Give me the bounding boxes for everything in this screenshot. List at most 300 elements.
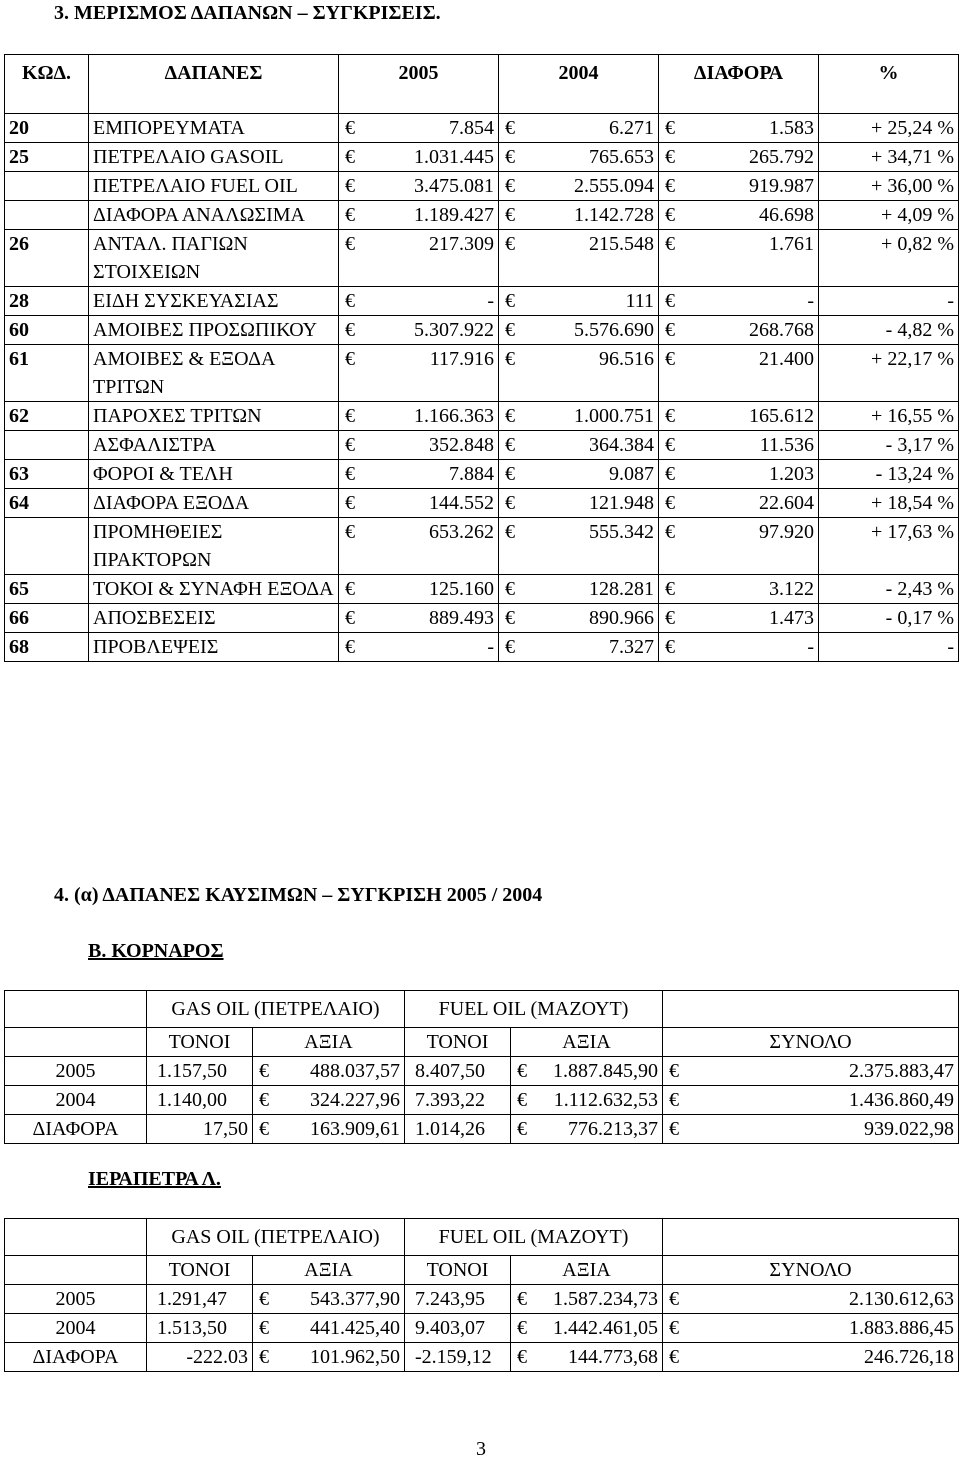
header-name: ΔΑΠΑΝΕΣ [89,55,339,114]
euro-sign: € [345,578,355,600]
expense-2004 [499,518,659,575]
fuel-location-ierapetra: ΙΕΡΑΠΕΤΡΑ Λ. [88,1168,221,1190]
euro-sign: € [517,1118,527,1140]
euro-sign: € [665,117,675,139]
expense-row [5,316,959,345]
euro-sign: € [505,146,515,168]
amount-value: 11.536 [759,434,814,456]
amount-value: 7.854 [449,117,494,139]
expense-diff [659,431,819,460]
euro-sign: € [259,1089,269,1111]
expense-2004 [499,489,659,518]
expense-row [5,143,959,172]
euro-sign: € [665,348,675,370]
fuel-table-kornaros [4,990,959,1144]
expense-row [5,633,959,662]
amount-value: - [807,290,814,312]
expense-pct: + 36,00 % [819,172,959,201]
gas-tons: -222.03 [147,1343,253,1372]
amount-value: - [487,636,494,658]
fuel-value [511,1086,663,1115]
amount-value: 1.166.363 [414,405,494,427]
amount-value: 889.493 [429,607,494,629]
amount-value: 1.883.886,45 [849,1317,954,1339]
col-gas-tons: ΤΟΝΟΙ [147,1028,253,1057]
amount-value: 6.271 [609,117,654,139]
amount-value: 9.087 [609,463,654,485]
euro-sign: € [505,607,515,629]
amount-value: 128.281 [589,578,654,600]
gas-tons: 1.157,50 [147,1057,253,1086]
euro-sign: € [669,1346,679,1368]
expense-pct: + 22,17 % [819,345,959,402]
expense-name: ΠΕΤΡΕΛΑΙΟ GASOIL [89,143,339,172]
expense-name: ΠΕΤΡΕΛΑΙΟ FUEL OIL [89,172,339,201]
expense-pct: + 4,09 % [819,201,959,230]
expense-code: 61 [5,345,89,402]
euro-sign: € [345,290,355,312]
euro-sign: € [345,521,355,543]
gas-value [253,1057,405,1086]
euro-sign: € [665,146,675,168]
amount-value: 765.653 [589,146,654,168]
expense-2005 [339,201,499,230]
euro-sign: € [665,463,675,485]
header-diff: ΔΙΑΦΟΡΑ [659,55,819,114]
euro-sign: € [345,175,355,197]
header-2004: 2004 [499,55,659,114]
expense-name: ΑΣΦΑΛΙΣΤΡΑ [89,431,339,460]
euro-sign: € [345,146,355,168]
expense-code: 66 [5,604,89,633]
amount-value: 125.160 [429,578,494,600]
expense-code [5,201,89,230]
expense-2005 [339,114,499,143]
expense-2004 [499,172,659,201]
gas-value [253,1086,405,1115]
fuel-tons: 7.393,22 [405,1086,511,1115]
expense-2004 [499,143,659,172]
expense-2005 [339,230,499,287]
amount-value: 96.516 [599,348,654,370]
gas-tons: 1.513,50 [147,1314,253,1343]
euro-sign: € [665,492,675,514]
fuel-tons: 8.407,50 [405,1057,511,1086]
expense-2005 [339,431,499,460]
expense-pct: - 3,17 % [819,431,959,460]
amount-value: 1.000.751 [574,405,654,427]
group-fuel-oil: FUEL OIL (ΜΑΖΟΥΤ) [405,991,663,1028]
amount-value: 2.555.094 [574,175,654,197]
euro-sign: € [665,636,675,658]
expense-name: ΕΜΠΟΡΕΥΜΑΤΑ [89,114,339,143]
amount-value: 1.473 [769,607,814,629]
expense-diff [659,114,819,143]
header-2005: 2005 [339,55,499,114]
amount-value: 1.031.445 [414,146,494,168]
empty-cell [5,991,147,1028]
euro-sign: € [345,233,355,255]
fuel-row [5,1057,959,1086]
col-fuel-value: ΑΞΙΑ [511,1028,663,1057]
expense-code: 62 [5,402,89,431]
fuel-row [5,1314,959,1343]
euro-sign: € [505,348,515,370]
amount-value: 117.916 [429,348,494,370]
expense-name: ΑΠΟΣΒΕΣΕΙΣ [89,604,339,633]
expense-code: 60 [5,316,89,345]
gas-tons: 17,50 [147,1115,253,1144]
expense-diff [659,633,819,662]
euro-sign: € [665,521,675,543]
col-fuel-tons: ΤΟΝΟΙ [405,1028,511,1057]
expense-2004 [499,633,659,662]
euro-sign: € [505,204,515,226]
amount-value: 111 [625,290,654,312]
amount-value: 364.384 [589,434,654,456]
expense-name: ΤΟΚΟΙ & ΣΥΝΑΦΗ ΕΞΟΔΑ [89,575,339,604]
fuel-column-header-row [5,1256,959,1285]
expense-row [5,287,959,316]
expense-pct: + 0,82 % [819,230,959,287]
fuel-value [511,1314,663,1343]
expense-row [5,201,959,230]
expense-2005 [339,575,499,604]
fuel-row [5,1115,959,1144]
fuel-tons: -2.159,12 [405,1343,511,1372]
expense-row [5,230,959,287]
amount-value: 121.948 [589,492,654,514]
expense-2005 [339,287,499,316]
expense-2004 [499,114,659,143]
euro-sign: € [505,290,515,312]
amount-value: 1.761 [769,233,814,255]
expense-2005 [339,172,499,201]
expense-diff [659,460,819,489]
expense-diff [659,230,819,287]
euro-sign: € [345,434,355,456]
amount-value: 215.548 [589,233,654,255]
amount-value: 1.142.728 [574,204,654,226]
amount-value: 890.966 [589,607,654,629]
expense-row [5,575,959,604]
expense-diff [659,575,819,604]
euro-sign: € [345,405,355,427]
euro-sign: € [517,1060,527,1082]
fuel-row [5,1086,959,1115]
euro-sign: € [669,1317,679,1339]
amount-value: 5.307.922 [414,319,494,341]
amount-value: 352.848 [429,434,494,456]
euro-sign: € [665,290,675,312]
total-value [663,1285,959,1314]
amount-value: 1.587.234,73 [553,1288,658,1310]
euro-sign: € [517,1317,527,1339]
expenses-header-row [5,55,959,114]
fuel-value [511,1057,663,1086]
gas-value [253,1285,405,1314]
fuel-row-label: 2005 [5,1057,147,1086]
amount-value: 3.122 [769,578,814,600]
euro-sign: € [345,117,355,139]
total-value [663,1343,959,1372]
amount-value: 22.604 [759,492,814,514]
euro-sign: € [665,233,675,255]
total-value [663,1057,959,1086]
amount-value: 919.987 [749,175,814,197]
empty-cell [663,991,959,1028]
fuel-row-label: 2004 [5,1086,147,1115]
expense-pct: + 18,54 % [819,489,959,518]
expense-2004 [499,431,659,460]
amount-value: - [807,636,814,658]
expense-diff [659,287,819,316]
fuel-value [511,1343,663,1372]
amount-value: 46.698 [759,204,814,226]
expense-name: ΔΙΑΦΟΡΑ ΕΞΟΔΑ [89,489,339,518]
fuel-row-label: ΔΙΑΦΟΡΑ [5,1115,147,1144]
gas-tons: 1.291,47 [147,1285,253,1314]
amount-value: 7.884 [449,463,494,485]
total-value [663,1314,959,1343]
euro-sign: € [259,1060,269,1082]
section4-title-text: 4. (α) ΔΑΠΑΝΕΣ ΚΑΥΣΙΜΩΝ – ΣΥΓΚΡΙΣΗ 2005 / 2004 [54,884,543,906]
euro-sign: € [517,1089,527,1111]
expense-code [5,518,89,575]
fuel-value [511,1115,663,1144]
expense-diff [659,345,819,402]
expense-name: ΑΝΤΑΛ. ΠΑΓΙΩΝ ΣΤΟΙΧΕΙΩΝ [89,230,339,287]
euro-sign: € [345,607,355,629]
amount-value: 2.130.612,63 [849,1288,954,1310]
expense-diff [659,316,819,345]
group-gas-oil: GAS OIL (ΠΕΤΡΕΛΑΙΟ) [147,1219,405,1256]
amount-value: 488.037,57 [310,1060,400,1082]
expense-code: 64 [5,489,89,518]
euro-sign: € [505,175,515,197]
expense-row [5,460,959,489]
amount-value: 1.189.427 [414,204,494,226]
empty-cell [663,1219,959,1256]
expense-2004 [499,201,659,230]
expense-code [5,172,89,201]
expense-row [5,489,959,518]
expense-diff [659,143,819,172]
expense-diff [659,518,819,575]
expense-pct: + 34,71 % [819,143,959,172]
euro-sign: € [259,1118,269,1140]
euro-sign: € [665,175,675,197]
expense-row [5,114,959,143]
expense-code [5,431,89,460]
amount-value: 5.576.690 [574,319,654,341]
euro-sign: € [505,492,515,514]
expense-diff [659,402,819,431]
euro-sign: € [665,319,675,341]
expense-2005 [339,402,499,431]
euro-sign: € [345,463,355,485]
amount-value: 543.377,90 [310,1288,400,1310]
euro-sign: € [505,521,515,543]
euro-sign: € [669,1288,679,1310]
fuel-column-header-row [5,1028,959,1057]
expense-2005 [339,316,499,345]
amount-value: 324.227,96 [310,1089,400,1111]
expense-2004 [499,604,659,633]
empty-cell [5,1219,147,1256]
expense-pct: - 13,24 % [819,460,959,489]
amount-value: 97.920 [759,521,814,543]
euro-sign: € [669,1089,679,1111]
euro-sign: € [665,607,675,629]
group-fuel-oil: FUEL OIL (ΜΑΖΟΥΤ) [405,1219,663,1256]
amount-value: 101.962,50 [310,1346,400,1368]
euro-sign: € [345,348,355,370]
expense-2004 [499,316,659,345]
fuel-group-header-row [5,1219,959,1256]
expense-2004 [499,230,659,287]
fuel-table-ierapetra [4,1218,959,1372]
euro-sign: € [345,204,355,226]
amount-value: 653.262 [429,521,494,543]
expense-name: ΔΙΑΦΟΡΑ ΑΝΑΛΩΣΙΜΑ [89,201,339,230]
expenses-table [4,54,959,662]
euro-sign: € [669,1060,679,1082]
expense-row [5,172,959,201]
euro-sign: € [665,204,675,226]
expense-name: ΑΜΟΙΒΕΣ & ΕΞΟΔΑ ΤΡΙΤΩΝ [89,345,339,402]
col-fuel-value: ΑΞΙΑ [511,1256,663,1285]
amount-value: 163.909,61 [310,1118,400,1140]
gas-value [253,1115,405,1144]
fuel-row-label: ΔΙΑΦΟΡΑ [5,1343,147,1372]
amount-value: 1.436.860,49 [849,1089,954,1111]
euro-sign: € [505,319,515,341]
total-value [663,1086,959,1115]
expense-code: 28 [5,287,89,316]
fuel-tons: 7.243,95 [405,1285,511,1314]
col-fuel-tons: ΤΟΝΟΙ [405,1256,511,1285]
amount-value: 3.475.081 [414,175,494,197]
amount-value: 265.792 [749,146,814,168]
amount-value: 165.612 [749,405,814,427]
amount-value: 1.442.461,05 [553,1317,658,1339]
col-total: ΣΥΝΟΛΟ [663,1028,959,1057]
expense-pct: - 0,17 % [819,604,959,633]
expense-2005 [339,604,499,633]
expense-name: ΕΙΔΗ ΣΥΣΚΕΥΑΣΙΑΣ [89,287,339,316]
fuel-value [511,1285,663,1314]
amount-value: 441.425,40 [310,1317,400,1339]
gas-tons: 1.140,00 [147,1086,253,1115]
header-pct: % [819,55,959,114]
expense-row [5,604,959,633]
euro-sign: € [665,434,675,456]
euro-sign: € [665,405,675,427]
expense-pct: + 25,24 % [819,114,959,143]
euro-sign: € [505,463,515,485]
expense-code: 68 [5,633,89,662]
fuel-row-label: 2004 [5,1314,147,1343]
euro-sign: € [259,1288,269,1310]
expense-2004 [499,287,659,316]
euro-sign: € [345,636,355,658]
amount-value: 217.309 [429,233,494,255]
amount-value: 7.327 [609,636,654,658]
amount-value: - [487,290,494,312]
expense-row [5,518,959,575]
expense-2004 [499,345,659,402]
group-gas-oil: GAS OIL (ΠΕΤΡΕΛΑΙΟ) [147,991,405,1028]
expense-diff [659,201,819,230]
empty-cell [5,1028,147,1057]
euro-sign: € [505,578,515,600]
amount-value: 776.213,37 [568,1118,658,1140]
expense-name: ΦΟΡΟΙ & ΤΕΛΗ [89,460,339,489]
amount-value: 21.400 [759,348,814,370]
expense-pct: + 16,55 % [819,402,959,431]
col-total: ΣΥΝΟΛΟ [663,1256,959,1285]
expense-2004 [499,402,659,431]
amount-value: 246.726,18 [864,1346,954,1368]
euro-sign: € [505,405,515,427]
amount-value: 1.887.845,90 [553,1060,658,1082]
expense-code: 63 [5,460,89,489]
expense-pct: - [819,633,959,662]
gas-value [253,1343,405,1372]
euro-sign: € [505,233,515,255]
expense-2005 [339,489,499,518]
fuel-group-header-row [5,991,959,1028]
amount-value: 144.773,68 [568,1346,658,1368]
euro-sign: € [665,578,675,600]
expense-diff [659,172,819,201]
col-gas-value: ΑΞΙΑ [253,1256,405,1285]
expense-2004 [499,460,659,489]
section4-title [54,884,542,907]
amount-value: 555.342 [589,521,654,543]
amount-value: 1.112.632,53 [553,1089,658,1111]
expense-name: ΠΡΟΒΛΕΨΕΙΣ [89,633,339,662]
expense-diff [659,489,819,518]
amount-value: 1.203 [769,463,814,485]
fuel-row [5,1285,959,1314]
col-gas-value: ΑΞΙΑ [253,1028,405,1057]
euro-sign: € [259,1317,269,1339]
euro-sign: € [505,434,515,456]
amount-value: 2.375.883,47 [849,1060,954,1082]
expense-2005 [339,143,499,172]
euro-sign: € [517,1288,527,1310]
expense-code: 65 [5,575,89,604]
expense-row [5,345,959,402]
expense-diff [659,604,819,633]
expense-name: ΠΑΡΟΧΕΣ ΤΡΙΤΩΝ [89,402,339,431]
expense-code: 26 [5,230,89,287]
fuel-row-label: 2005 [5,1285,147,1314]
col-gas-tons: ΤΟΝΟΙ [147,1256,253,1285]
empty-cell [5,1256,147,1285]
expense-row [5,402,959,431]
expense-row [5,431,959,460]
amount-value: 144.552 [429,492,494,514]
expense-2005 [339,345,499,402]
header-code: ΚΩΔ. [5,55,89,114]
euro-sign: € [259,1346,269,1368]
gas-value [253,1314,405,1343]
total-value [663,1115,959,1144]
fuel-tons: 1.014,26 [405,1115,511,1144]
